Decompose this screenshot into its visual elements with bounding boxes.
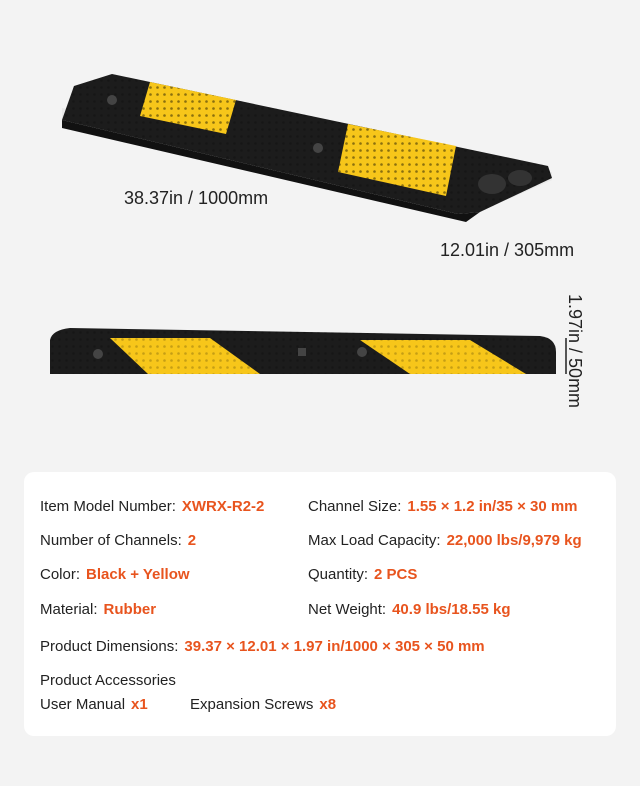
spec-color [40,566,190,583]
speed-bump-side-view [50,328,556,374]
accessory-user-manual [40,696,148,713]
spec-label: Max Load Capacity: [308,532,441,549]
spec-value: XWRX-R2-2 [181,498,265,515]
spec-label: Quantity: [308,566,369,583]
accessory-qty: x1 [131,696,148,713]
spec-value: Black + Yellow [86,566,190,583]
spec-value: Rubber [103,601,157,618]
spec-label: Net Weight: [308,601,387,618]
spec-value: 40.9 lbs/18.55 kg [392,601,511,618]
spec-value: 2 [187,532,197,549]
accessories-title: Product Accessories [40,672,176,689]
spec-label: Material: [40,601,98,618]
accessory-label: Expansion Screws [190,696,314,713]
spec-value: 2 PCS [374,566,418,583]
spec-net-weight [308,601,511,618]
spec-label: Product Dimensions: [40,638,179,655]
spec-label: Number of Channels: [40,532,182,549]
spec-max-load-capacity [308,532,582,549]
spec-label: Item Model Number: [40,498,176,515]
spec-value: 22,000 lbs/9,979 kg [446,532,582,549]
spec-quantity [308,566,417,583]
spec-number-of-channels [40,532,196,549]
spec-value: 39.37 × 12.01 × 1.97 in/1000 × 305 × 50 mm [184,638,485,655]
spec-product-dimensions [40,638,485,655]
spec-label: Channel Size: [308,498,402,515]
spec-channel-size [308,498,578,515]
spec-value: 1.55 × 1.2 in/35 × 30 mm [407,498,578,515]
accessory-qty: x8 [319,696,337,713]
accessory-label: User Manual [40,696,126,713]
height-dimension-label: 1.97in / 50mm [565,294,585,409]
spec-material [40,601,156,618]
accessory-expansion-screws [190,696,336,713]
width-dimension-label: 12.01in / 305mm [440,240,575,260]
spec-item-model-number [40,498,264,515]
length-dimension-label: 38.37in / 1000mm [124,188,269,208]
specifications-card [24,472,616,736]
spec-label: Color: [40,566,81,583]
